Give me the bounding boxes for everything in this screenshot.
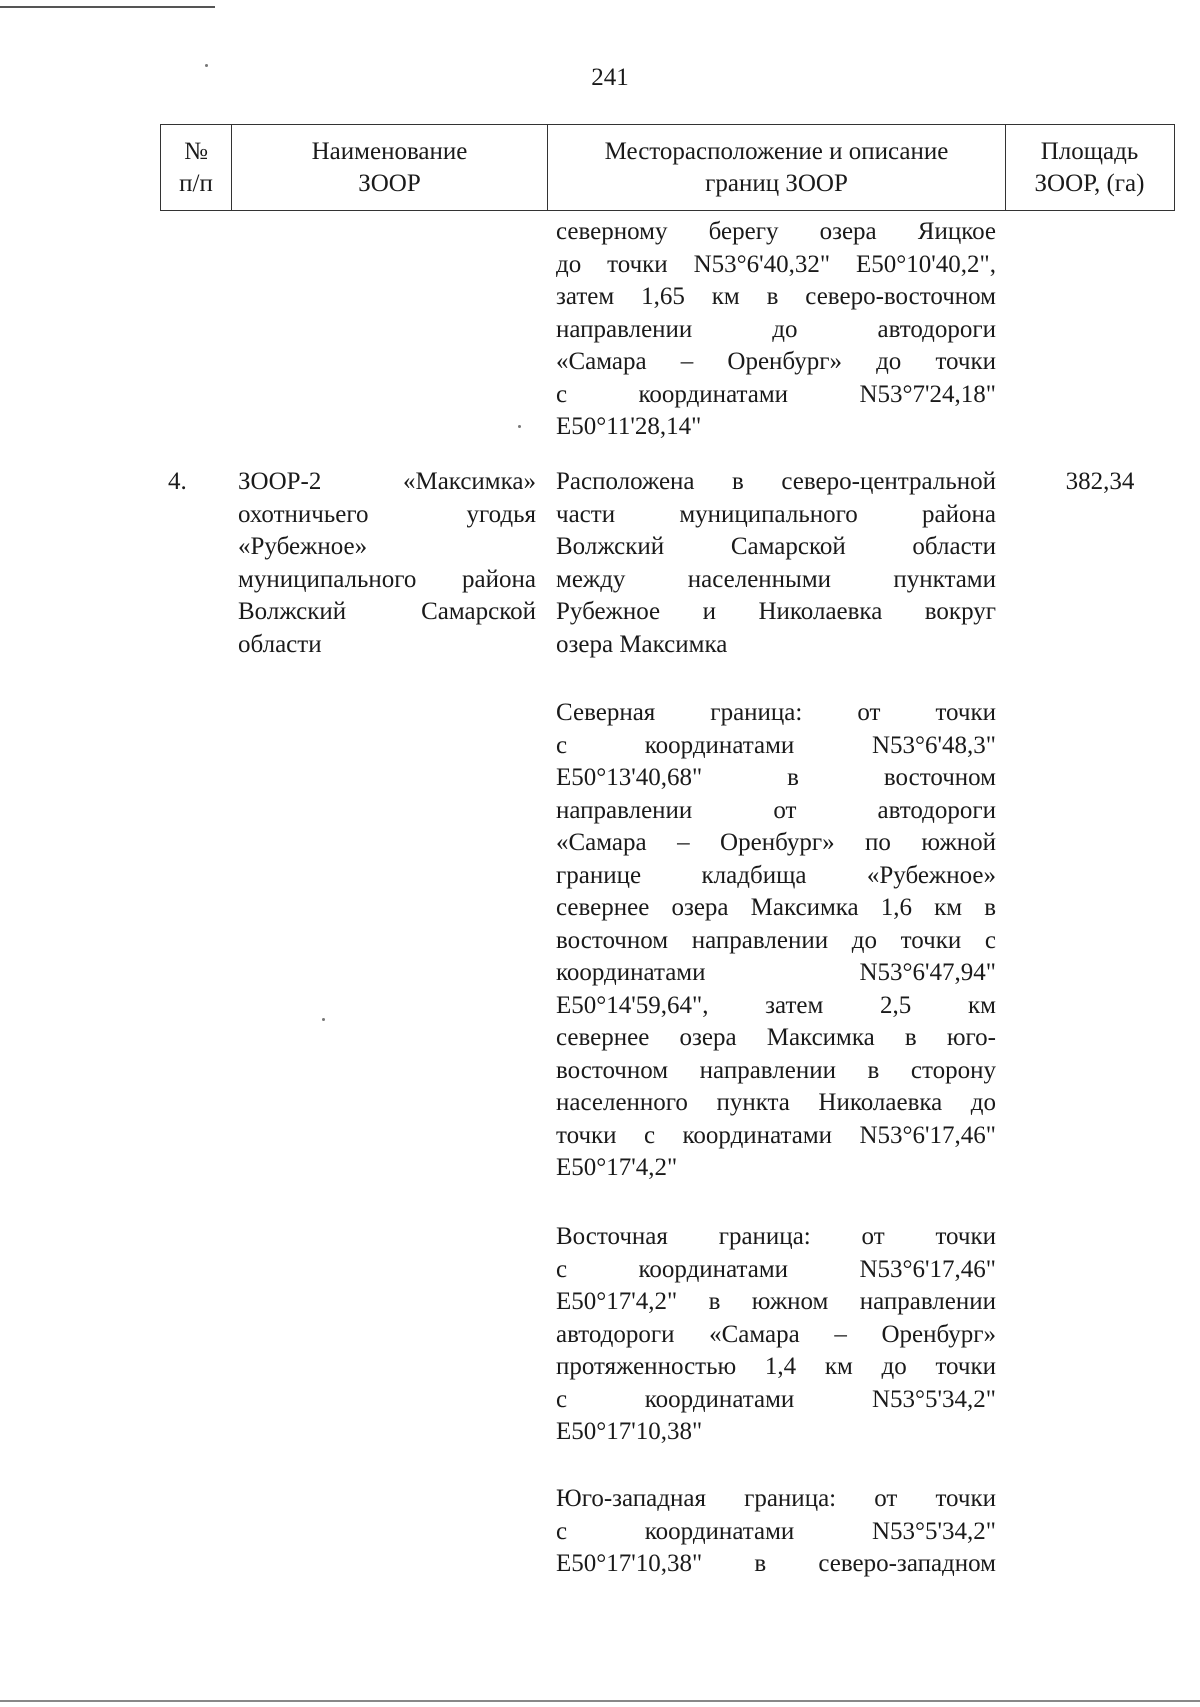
text-line: «Рубежное» xyxy=(238,533,368,560)
header-number: № п/п xyxy=(179,137,213,197)
text-line: до точки N53°6'40,32" E50°10'40,2", xyxy=(556,250,996,278)
text-line: Северная граница: от точки xyxy=(556,699,996,726)
text-line: Юго-западная граница: от точки xyxy=(556,1485,996,1512)
header-area: Площадь ЗООР, (га) xyxy=(1005,125,1173,210)
text-line: E50°17'4,2" xyxy=(556,1154,678,1181)
text-line: направлении до автодороги xyxy=(556,315,996,343)
text-line: с координатами N53°6'48,3" xyxy=(556,731,996,759)
text-line: с координатами N53°6'17,46" xyxy=(556,1255,996,1283)
text-line: E50°13'40,68" в восточном xyxy=(556,764,996,791)
text-line: затем 1,65 км в северо-восточном xyxy=(556,283,996,310)
text-line: восточном направлении до точки с xyxy=(556,926,996,954)
east-boundary-description xyxy=(556,1221,996,1449)
row-intro-description xyxy=(556,466,996,661)
scan-top-edge xyxy=(0,6,215,8)
page-number: 241 xyxy=(591,64,629,91)
text-line: Расположена в северо-центральной xyxy=(556,468,996,495)
text-line: севернее озера Максимка в юго- xyxy=(556,1024,996,1051)
text-line: «Самара – Оренбург» до точки xyxy=(556,348,996,375)
text-line: ЗООР-2 «Максимка» xyxy=(238,468,536,495)
scan-bottom-edge xyxy=(0,1700,1200,1702)
text-line: координатами N53°6'47,94" xyxy=(556,959,996,986)
text-line: E50°17'10,38" xyxy=(556,1418,703,1445)
table-header xyxy=(160,124,1175,211)
text-line: между населенными пунктами xyxy=(556,565,996,593)
header-name: Наименование ЗООР xyxy=(231,125,547,210)
text-line: точки с координатами N53°6'17,46" xyxy=(556,1121,996,1149)
row-area: 382,34 xyxy=(1065,468,1135,495)
scan-speck xyxy=(205,64,208,67)
text-line: E50°11'28,14" xyxy=(556,413,702,440)
text-line: «Самара – Оренбург» по южной xyxy=(556,829,996,856)
scan-speck xyxy=(322,1018,325,1021)
row-name xyxy=(238,466,536,661)
text-line: E50°17'10,38" в северо-западном xyxy=(556,1550,996,1577)
text-line: с координатами N53°7'24,18" xyxy=(556,380,996,408)
scan-speck xyxy=(518,425,521,428)
text-line: области xyxy=(238,630,322,658)
text-line: части муниципального района xyxy=(556,500,996,528)
text-line: автодороги «Самара – Оренбург» xyxy=(556,1320,996,1348)
text-line: восточном направлении в сторону xyxy=(556,1056,996,1084)
text-line: с координатами N53°5'34,2" xyxy=(556,1517,996,1545)
text-line: Рубежное и Николаевка вокруг xyxy=(556,598,996,625)
text-line: с координатами N53°5'34,2" xyxy=(556,1385,996,1413)
text-line: Восточная граница: от точки xyxy=(556,1223,996,1250)
continuation-description xyxy=(556,216,996,444)
text-line: направлении от автодороги xyxy=(556,796,996,824)
text-line: E50°17'4,2" в южном направлении xyxy=(556,1288,996,1315)
text-line: севернее озера Максимка 1,6 км в xyxy=(556,894,996,921)
text-line: озера Максимка xyxy=(556,630,728,658)
text-line: Волжский Самарской области xyxy=(556,533,996,560)
southwest-boundary-description xyxy=(556,1483,996,1581)
header-location: Месторасположение и описание границ ЗООР xyxy=(547,125,1005,210)
text-line: E50°14'59,64", затем 2,5 км xyxy=(556,991,996,1019)
north-boundary-description xyxy=(556,697,996,1185)
text-line: населенного пункта Николаевка до xyxy=(556,1089,996,1116)
text-line: муниципального района xyxy=(238,565,536,593)
text-line: границе кладбища «Рубежное» xyxy=(556,861,996,889)
text-line: северному берегу озера Яицкое xyxy=(556,218,996,245)
row-number: 4. xyxy=(168,468,187,495)
text-line: протяженностью 1,4 км до точки xyxy=(556,1353,996,1380)
text-line: охотничьего угодья xyxy=(238,500,536,528)
text-line: Волжский Самарской xyxy=(238,598,536,625)
